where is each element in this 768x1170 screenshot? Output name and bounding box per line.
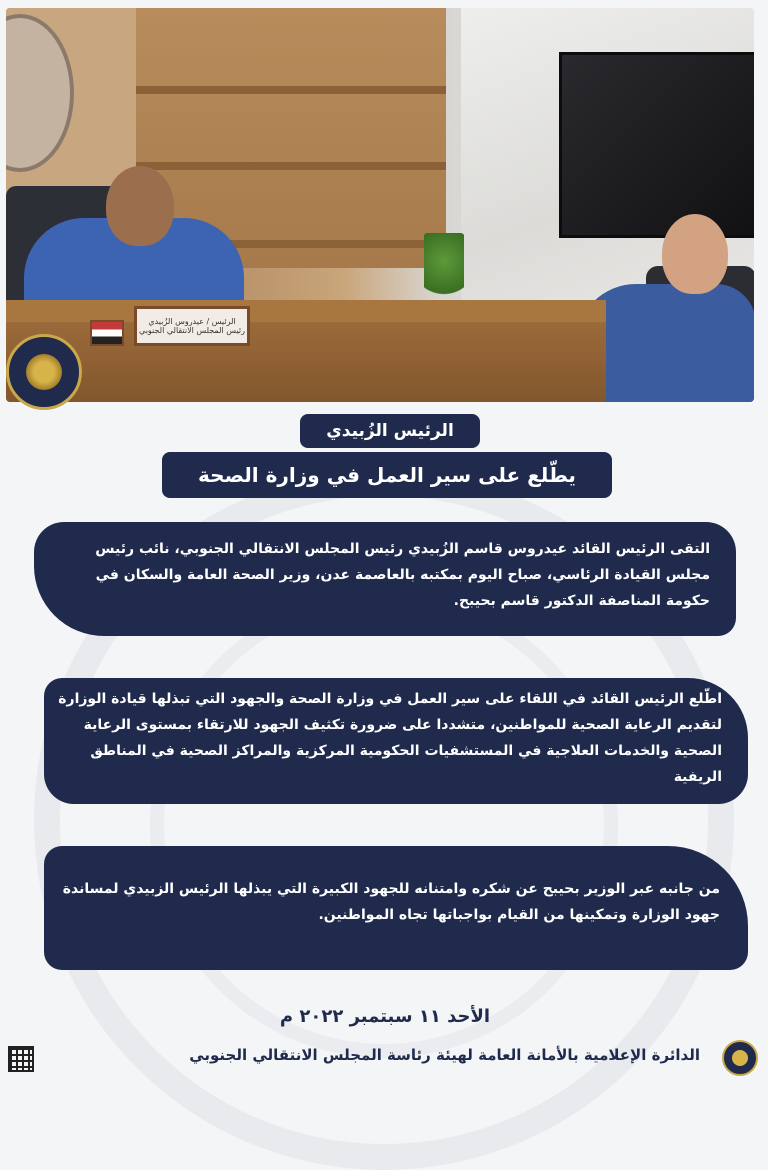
meeting-photo (6, 8, 754, 402)
paragraph-box-1 (34, 522, 736, 636)
nameplate (134, 306, 250, 346)
desk-flag (90, 320, 124, 346)
footer-eagle-icon (732, 1050, 748, 1066)
watermark-inner-ring (150, 590, 618, 1058)
paragraph-3: من جانبه عبر الوزير بحيبح عن شكره وامتنانه للجهود الكبيرة التي يبذلها الرئيس الزبيدي لمساندة جهود الوزارة وتمكينها من القيام بواجباتها تجاه المواطنين. (62, 881, 720, 923)
plant (424, 233, 464, 303)
nameplate-line2: رئيس المجلس الانتقالي الجنوبي (139, 326, 245, 335)
publish-date: الأحد ١١ سبتمبر ٢٠٢٢ م (279, 1006, 491, 1027)
paragraph-box-2 (44, 678, 748, 804)
footer-credit: الدائرة الإعلامية بالأمانة العامة لهيئة رئاسة المجلس الانتقالي الجنوبي (189, 1046, 700, 1064)
left-person-head (106, 166, 174, 246)
council-logo-icon (6, 334, 82, 410)
headline-name-tag: الرئيس الزُبيدي (300, 414, 480, 448)
headline-title-tag: يطّلع على سير العمل في وزارة الصحة (162, 452, 612, 498)
eagle-emblem-icon (26, 354, 62, 390)
qr-code-icon[interactable] (8, 1046, 34, 1072)
footer-logo-icon (722, 1040, 758, 1076)
paragraph-box-3 (44, 846, 748, 970)
desk-top (6, 300, 606, 322)
wall-tv (559, 52, 754, 238)
right-person-head (662, 214, 728, 294)
nameplate-line1: الرئيس / عيدروس الزُبيدي (148, 317, 236, 326)
paragraph-1: التقى الرئيس القائد عيدروس قاسم الزُبيدي رئيس المجلس الانتقالي الجنوبي، نائب رئيس مجلس القيادة الرئاسي، صباح اليوم بمكتبه بالعاصمة عدن، وزير الصحة العامة والسكان في حكومة المناصفة الدكتور قاسم بحيبح. (95, 541, 710, 609)
paragraph-2: اطّلع الرئيس القائد في اللقاء على سير العمل في وزارة الصحة والجهود التي تبذلها قيادة الوزارة لتقديم الرعاية الصحية للمواطنين، متشددا على ضرورة تكثيف الجهود للارتقاء بمستوى الرعاية الصحية والخدمات العلاجية في المستشفيات الحكومية المركزية والمراكز الصحية في المناطق الريفية (58, 691, 722, 785)
